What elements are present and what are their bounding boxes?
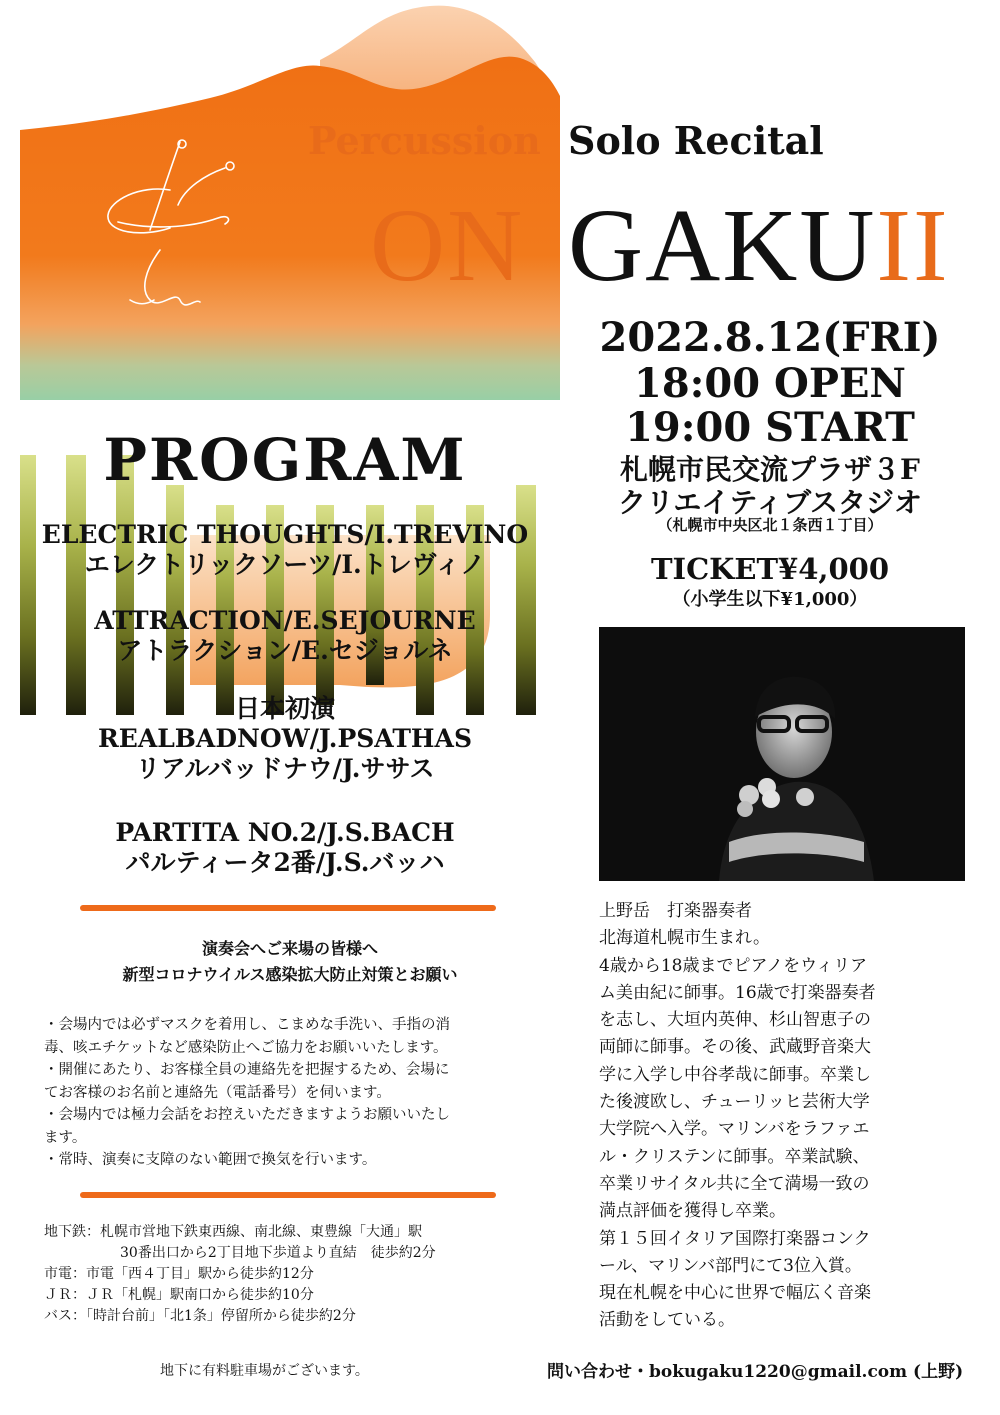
program-item-3-ja: リアルバッドナウ/J.ササス bbox=[135, 754, 435, 783]
event-open-time: 18:00 OPEN bbox=[634, 360, 906, 407]
title-gaku: GAKU bbox=[568, 188, 877, 303]
event-venue: 札幌市民交流プラザ３F bbox=[620, 453, 920, 486]
program-item-2-en: ATTRACTION/E.SEJOURNE bbox=[94, 606, 476, 635]
program-heading: PROGRAM bbox=[103, 426, 467, 494]
performer-bio bbox=[599, 898, 949, 1335]
access-jr: ＪＲ：ＪＲ「札幌」駅南口から徒歩約10分 bbox=[44, 1287, 314, 1303]
program-item-3-en: REALBADNOW/J.PSATHAS bbox=[98, 724, 472, 753]
subtitle-percussion: Percussion bbox=[308, 118, 541, 163]
notice-line: 毒、咳エチケットなど感染防止へご協力をお願いいたします。 bbox=[44, 1039, 448, 1056]
notice-subheading: 新型コロナウイルス感染拡大防止対策とお願い bbox=[122, 965, 458, 984]
event-venue-studio: クリエイティブスタジオ bbox=[617, 486, 923, 519]
bio-line: 両師に師事。その後、武蔵野音楽大 bbox=[599, 1037, 871, 1058]
ticket-price: TICKET¥4,000 bbox=[650, 552, 890, 586]
program-item-4-ja: パルティータ2番/J.S.バッハ bbox=[125, 848, 445, 877]
bio-line: ール、マリンバ部門にて3位入賞。 bbox=[599, 1255, 862, 1276]
title-on: ON bbox=[370, 188, 525, 303]
notice-line: ます。 bbox=[44, 1129, 87, 1146]
bio-line: 大学院へ入学。マリンバをラファエ bbox=[599, 1119, 870, 1140]
event-date: 2022.8.12(FRI) bbox=[599, 314, 941, 361]
access-subway bbox=[44, 1222, 544, 1243]
bio-line: を志し、大垣内英伸、杉山智恵子の bbox=[599, 1010, 871, 1031]
title-gaku-group bbox=[568, 186, 950, 306]
performer-photo-drawing bbox=[599, 627, 965, 881]
access-info bbox=[44, 1222, 544, 1327]
notice-line: ・開催にあたり、お客様全員の連絡先を把握するため、会場に bbox=[44, 1062, 450, 1078]
event-address: （札幌市中央区北１条西１丁目） bbox=[657, 516, 883, 534]
bio-line: ル・クリステンに師事。卒業試験、 bbox=[599, 1146, 870, 1167]
notice-line: ・常時、演奏に支障のない範囲で換気を行います。 bbox=[44, 1152, 377, 1168]
bio-line: 第１５回イタリア国際打楽器コンク bbox=[599, 1228, 871, 1249]
stripe bbox=[116, 455, 134, 715]
divider bbox=[80, 1192, 496, 1198]
parking-note: 地下に有料駐車場がございます。 bbox=[160, 1363, 369, 1379]
bio-line: 北海道札幌市生まれ。 bbox=[599, 928, 771, 949]
program-item-4-en: PARTITA NO.2/J.S.BACH bbox=[115, 818, 455, 847]
bio-line: た後渡欧し、チューリッヒ芸術大学 bbox=[599, 1092, 870, 1113]
bio-line: 4歳から18歳までピアノをウィリア bbox=[599, 955, 868, 976]
divider bbox=[80, 905, 496, 911]
access-subway-label: 地下鉄： bbox=[44, 1224, 100, 1240]
bio-line: 現在札幌を中心に世界で幅広く音楽 bbox=[599, 1283, 871, 1304]
program-item-1-ja: エレクトリックソーツ/I.トレヴィノ bbox=[84, 550, 486, 579]
bio-line: 卒業リサイタル共に全て満場一致の bbox=[599, 1173, 870, 1194]
access-subway-line1: 札幌市営地下鉄東西線、南北線、東豊線「大通」駅 bbox=[100, 1224, 422, 1240]
notice-line: ・会場内では必ずマスクを着用し、こまめな手洗い、手指の消 bbox=[44, 1017, 450, 1033]
notice-line: ・会場内では極力会話をお控えいただきますようお願いいたし bbox=[44, 1107, 450, 1123]
bio-line: 上野岳 打楽器奏者 bbox=[599, 901, 752, 921]
performer-photo bbox=[599, 627, 965, 881]
bio-line: ム美由紀に師事。16歳で打楽器奏者 bbox=[599, 982, 876, 1003]
access-tram: 市電：市電「西４丁目」駅から徒歩約12分 bbox=[44, 1266, 314, 1282]
stripe bbox=[20, 455, 36, 715]
program-item-2-ja: アトラクション/E.セジョルネ bbox=[117, 636, 453, 665]
notice-heading: 演奏会へご来場の皆様へ bbox=[201, 939, 378, 958]
program-item-3-note: 日本初演 bbox=[234, 694, 335, 723]
access-subway-line2: 30番出口から2丁目地下歩道より直結 徒歩約2分 bbox=[120, 1245, 436, 1261]
bio-line: 学に入学し中谷孝哉に師事。卒業し bbox=[599, 1064, 871, 1085]
subtitle-solo-recital: Solo Recital bbox=[568, 118, 824, 163]
notice-body bbox=[44, 1014, 524, 1172]
stripe bbox=[66, 455, 86, 715]
event-start-time: 19:00 START bbox=[625, 404, 915, 451]
program-item-1-en: ELECTRIC THOUGHTS/I.TREVINO bbox=[41, 520, 529, 549]
title-numeral: II bbox=[876, 188, 950, 303]
notice-line: てお客様のお名前と連絡先（電話番号）を伺います。 bbox=[44, 1084, 391, 1101]
ticket-child-price: （小学生以下¥1,000） bbox=[672, 589, 868, 610]
contact-info: 問い合わせ・bokugaku1220@gmail.com (上野) bbox=[547, 1362, 964, 1382]
access-bus: バス：「時計台前」「北1条」停留所から徒歩約2分 bbox=[44, 1308, 356, 1324]
bio-line: 活動をしている。 bbox=[599, 1310, 735, 1331]
bio-line: 満点評価を獲得し卒業。 bbox=[599, 1201, 786, 1222]
